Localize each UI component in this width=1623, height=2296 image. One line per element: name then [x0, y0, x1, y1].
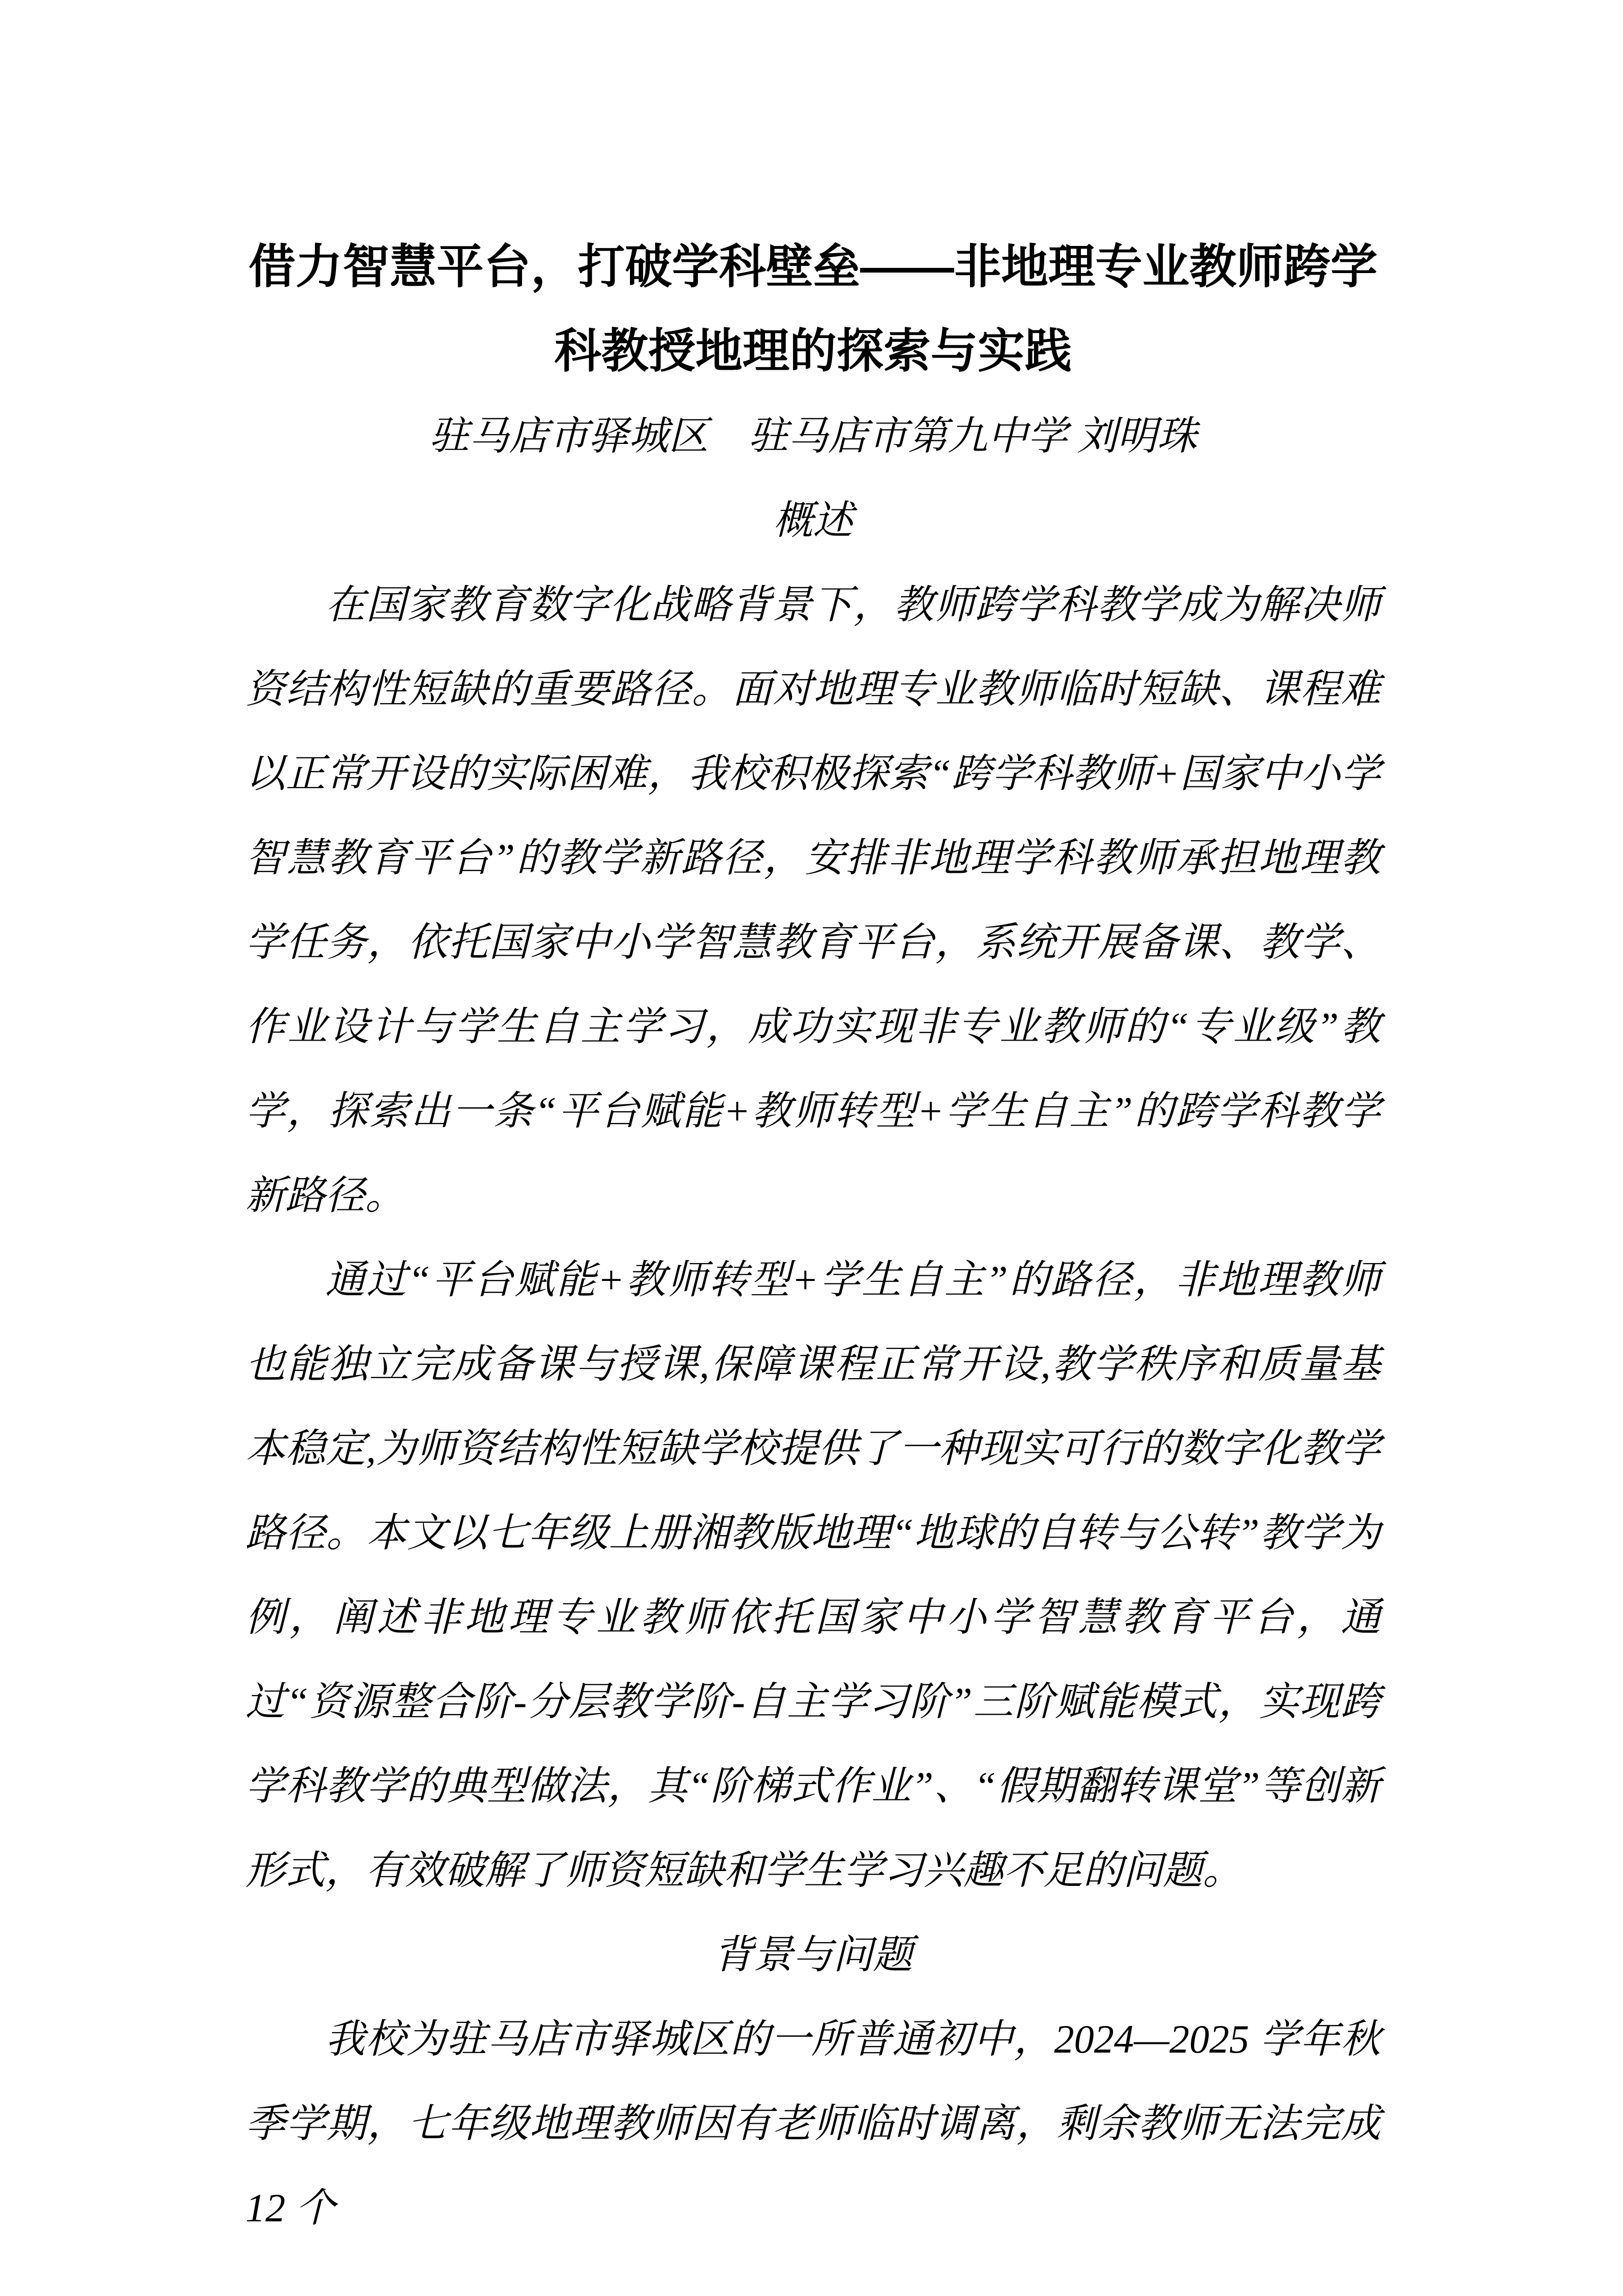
byline: 驻马店市驿城区 驻马店市第九中学 刘明珠 — [429, 414, 1197, 458]
section-heading-background: 背景与问题 — [713, 1932, 913, 1977]
overview-paragraph-1: 在国家教育数字化战略背景下，教师跨学科教学成为解决师资结构性短缺的重要路径。面对地理专业教师临时短缺、课程难以正常开设的实际困难，我校积极探索“跨学科教师+国家中小学智慧教育平台”的教学新路径，安排非地理学科教师承担地理教学任务，依托国家中小学智慧教育平台，系统开展备课、教学、作业设计与学生自主学习，成功实现非专业教师的“专业级”教学，探索出一条“平台赋能+教师转型+学生自主”的跨学科教学新路径。 — [245, 582, 1381, 1218]
section-heading-overview: 概述 — [773, 498, 853, 543]
background-paragraph-1: 我校为驻马店市驿城区的一所普通初中，2024—2025 学年秋季学期，七年级地理教师因有老师临时调离，剩余教师无法完成 12 个 — [245, 2017, 1381, 2230]
document-title: 借力智慧平台，打破学科壁垒——非地理专业教师跨学科教授地理的探索与实践 — [248, 241, 1378, 377]
overview-paragraph-2: 通过“平台赋能+教师转型+学生自主”的路径，非地理教师也能独立完成备课与授课,保障课程正常开设,教学秩序和质量基本稳定,为师资结构性短缺学校提供了一种现实可行的数字化教学路径。本文以七年级上册湘教版地理“地球的自转与公转”教学为例，阐述非地理专业教师依托国家中小学智慧教育平台，通过“资源整合阶-分层教学阶-自主学习阶”三阶赋能模式，实现跨学科教学的典型做法，其“阶梯式作业”、“假期翻转课堂”等创新形式，有效破解了师资短缺和学生学习兴趣不足的问题。 — [245, 1257, 1381, 1893]
